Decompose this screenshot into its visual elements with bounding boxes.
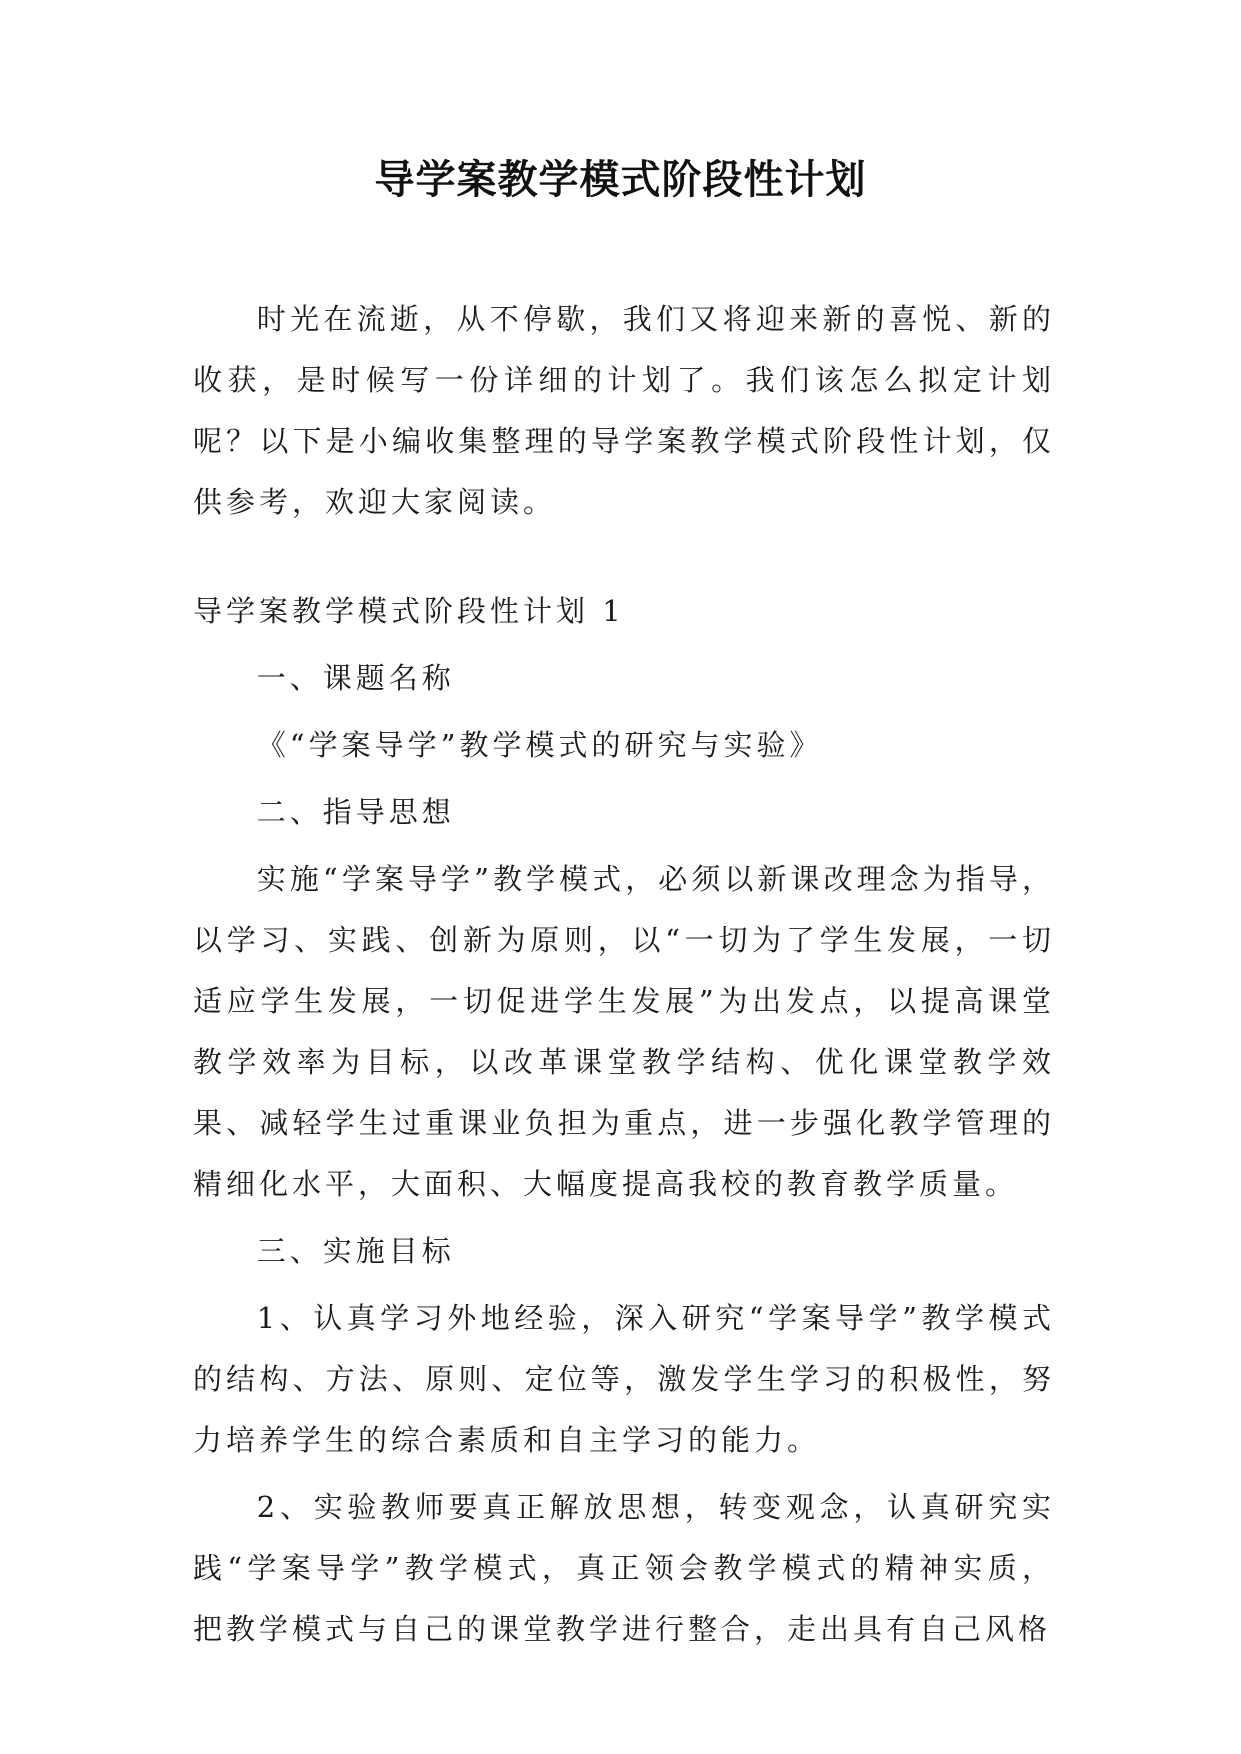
- document-body: [193, 289, 1055, 1660]
- heading-implementation-goals: 三、实施目标: [256, 1234, 455, 1268]
- intro-paragraph: 时光在流逝，从不停歇，我们又将迎来新的喜悦、新的收获，是时候写一份详细的计划了。我们该怎么拟定计划呢？以下是小编收集整理的导学案教学模式阶段性计划，仅供参考，欢迎大家阅读。: [193, 302, 1055, 519]
- goal-item-2: 2、实验教师要真正解放思想，转变观念，认真研究实践“学案导学”教学模式，真正领会教学模式的精神实质，把教学模式与自己的课堂教学进行整合，走出具有自己风格: [193, 1490, 1055, 1646]
- section-heading: 导学案教学模式阶段性计划 1: [193, 594, 625, 628]
- guiding-thought-paragraph: 实施“学案导学”教学模式，必须以新课改理念为指导，以学习、实践、创新为原则，以“一切为了学生发展，一切适应学生发展，一切促进学生发展”为出发点，以提高课堂教学效率为目标，以改革课堂教学结构、优化课堂教学效果、减轻学生过重课业负担为重点，进一步强化教学管理的精细化水平，大面积、大幅度提高我校的教育教学质量。: [193, 862, 1055, 1201]
- heading-topic-name: 一、课题名称: [256, 661, 455, 695]
- goal-item-1: 1、认真学习外地经验，深入研究“学案导学”教学模式的结构、方法、原则、定位等，激发学生学习的积极性，努力培养学生的综合素质和自主学习的能力。: [193, 1301, 1055, 1457]
- topic-name-value: 《“学案导学”教学模式的研究与实验》: [256, 728, 823, 762]
- heading-guiding-thought: 二、指导思想: [256, 795, 455, 829]
- document-title: 导学案教学模式阶段性计划: [374, 157, 867, 203]
